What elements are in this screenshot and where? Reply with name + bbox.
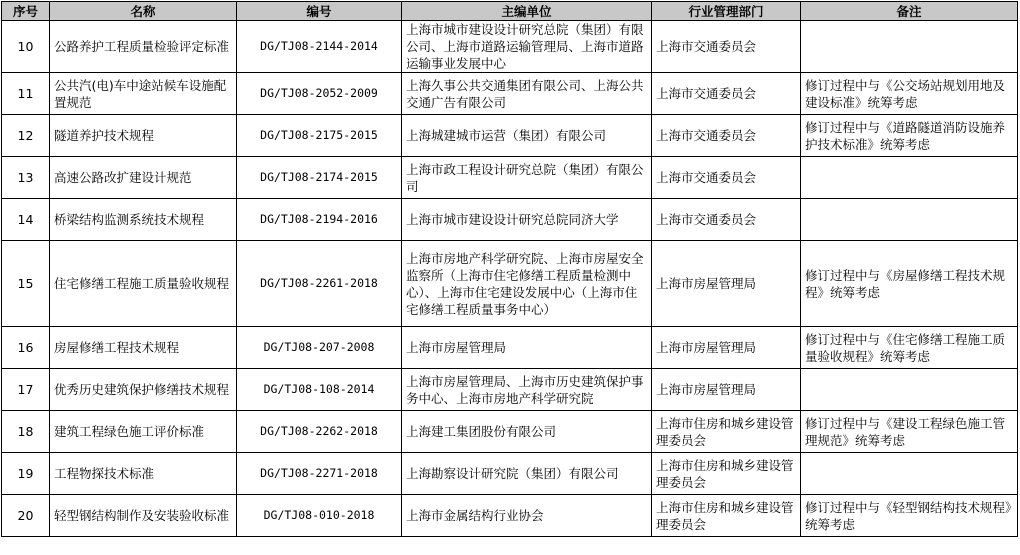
cell-org: 上海市城市建设设计研究总院（集团）有限公司、上海市道路运输管理局、上海市道路运输事业发展中心 (402, 21, 652, 73)
cell-code: DG/TJ08-010-2018 (237, 495, 402, 537)
cell-num: 12 (2, 115, 50, 157)
cell-dept: 上海市交通委员会 (652, 73, 801, 115)
cell-code: DG/TJ08-108-2014 (237, 369, 402, 411)
cell-org: 上海市房地产科学研究院、上海市房屋安全监察所（上海市住宅修缮工程质量检测中心）、上海市住宅建设发展中心（上海市住宅修缮工程质量事务中心） (402, 241, 652, 327)
cell-org: 上海市房屋管理局 (402, 327, 652, 369)
header-name: 名称 (50, 2, 237, 21)
cell-code: DG/TJ08-2194-2016 (237, 199, 402, 241)
cell-dept: 上海市交通委员会 (652, 199, 801, 241)
cell-note (801, 21, 1018, 73)
cell-code: DG/TJ08-2261-2018 (237, 241, 402, 327)
cell-note (801, 453, 1018, 495)
cell-name: 公共汽(电)车中途站候车设施配置规范 (50, 73, 237, 115)
cell-note (801, 157, 1018, 199)
cell-org: 上海市金属结构行业协会 (402, 495, 652, 537)
cell-note: 修订过程中与《房屋修缮工程技术规程》统筹考虑 (801, 241, 1018, 327)
cell-dept: 上海市房屋管理局 (652, 327, 801, 369)
cell-note: 修订过程中与《道路隧道消防设施养护技术标准》统筹考虑 (801, 115, 1018, 157)
cell-num: 18 (2, 411, 50, 453)
cell-dept: 上海市房屋管理局 (652, 241, 801, 327)
cell-dept: 上海市交通委员会 (652, 157, 801, 199)
header-code: 编号 (237, 2, 402, 21)
cell-org: 上海城建城市运营（集团）有限公司 (402, 115, 652, 157)
cell-dept: 上海市住房和城乡建设管理委员会 (652, 495, 801, 537)
table-row (2, 241, 1018, 327)
cell-name: 工程物探技术标准 (50, 453, 237, 495)
table-row (2, 369, 1018, 411)
table-row (2, 327, 1018, 369)
table-row (2, 115, 1018, 157)
header-dept: 行业管理部门 (652, 2, 801, 21)
table-row (2, 157, 1018, 199)
table-row (2, 73, 1018, 115)
cell-name: 建筑工程绿色施工评价标准 (50, 411, 237, 453)
cell-name: 隧道养护技术规程 (50, 115, 237, 157)
cell-note: 修订过程中与《轻型钢结构技术规程》统筹考虑 (801, 495, 1018, 537)
cell-num: 14 (2, 199, 50, 241)
cell-note (801, 369, 1018, 411)
cell-num: 19 (2, 453, 50, 495)
cell-name: 桥梁结构监测系统技术规程 (50, 199, 237, 241)
cell-num: 10 (2, 21, 50, 73)
table-row (2, 21, 1018, 73)
cell-num: 17 (2, 369, 50, 411)
cell-dept: 上海市房屋管理局 (652, 369, 801, 411)
table-header-row (2, 2, 1018, 21)
cell-name: 公路养护工程质量检验评定标准 (50, 21, 237, 73)
table-row (2, 453, 1018, 495)
cell-code: DG/TJ08-2175-2015 (237, 115, 402, 157)
cell-code: DG/TJ08-2052-2009 (237, 73, 402, 115)
cell-code: DG/TJ08-2174-2015 (237, 157, 402, 199)
cell-dept: 上海市交通委员会 (652, 115, 801, 157)
cell-note: 修订过程中与《公交场站规划用地及建设标准》统筹考虑 (801, 73, 1018, 115)
cell-num: 20 (2, 495, 50, 537)
cell-org: 上海市城市建设设计研究总院同济大学 (402, 199, 652, 241)
cell-name: 轻型钢结构制作及安装验收标准 (50, 495, 237, 537)
cell-code: DG/TJ08-207-2008 (237, 327, 402, 369)
header-note: 备注 (801, 2, 1018, 21)
cell-note: 修订过程中与《建设工程绿色施工管理规范》统筹考虑 (801, 411, 1018, 453)
cell-name: 住宅修缮工程施工质量验收规程 (50, 241, 237, 327)
cell-code: DG/TJ08-2271-2018 (237, 453, 402, 495)
cell-org: 上海市房屋管理局、上海市历史建筑保护事务中心、上海市房地产科学研究院 (402, 369, 652, 411)
cell-org: 上海市政工程设计研究总院（集团）有限公司 (402, 157, 652, 199)
cell-num: 15 (2, 241, 50, 327)
cell-num: 16 (2, 327, 50, 369)
cell-dept: 上海市住房和城乡建设管理委员会 (652, 411, 801, 453)
cell-num: 11 (2, 73, 50, 115)
standards-table (1, 1, 1018, 537)
cell-dept: 上海市交通委员会 (652, 21, 801, 73)
cell-org: 上海勘察设计研究院（集团）有限公司 (402, 453, 652, 495)
cell-note: 修订过程中与《住宅修缮工程施工质量验收规程》统筹考虑 (801, 327, 1018, 369)
cell-org: 上海建工集团股份有限公司 (402, 411, 652, 453)
cell-num: 13 (2, 157, 50, 199)
cell-name: 房屋修缮工程技术规程 (50, 327, 237, 369)
table-row (2, 199, 1018, 241)
header-num: 序号 (2, 2, 50, 21)
cell-org: 上海久事公共交通集团有限公司、上海公共交通广告有限公司 (402, 73, 652, 115)
cell-dept: 上海市住房和城乡建设管理委员会 (652, 453, 801, 495)
cell-note (801, 199, 1018, 241)
cell-name: 高速公路改扩建设计规范 (50, 157, 237, 199)
cell-code: DG/TJ08-2262-2018 (237, 411, 402, 453)
header-org: 主编单位 (402, 2, 652, 21)
table-row (2, 411, 1018, 453)
table-row (2, 495, 1018, 537)
cell-code: DG/TJ08-2144-2014 (237, 21, 402, 73)
cell-name: 优秀历史建筑保护修缮技术规程 (50, 369, 237, 411)
